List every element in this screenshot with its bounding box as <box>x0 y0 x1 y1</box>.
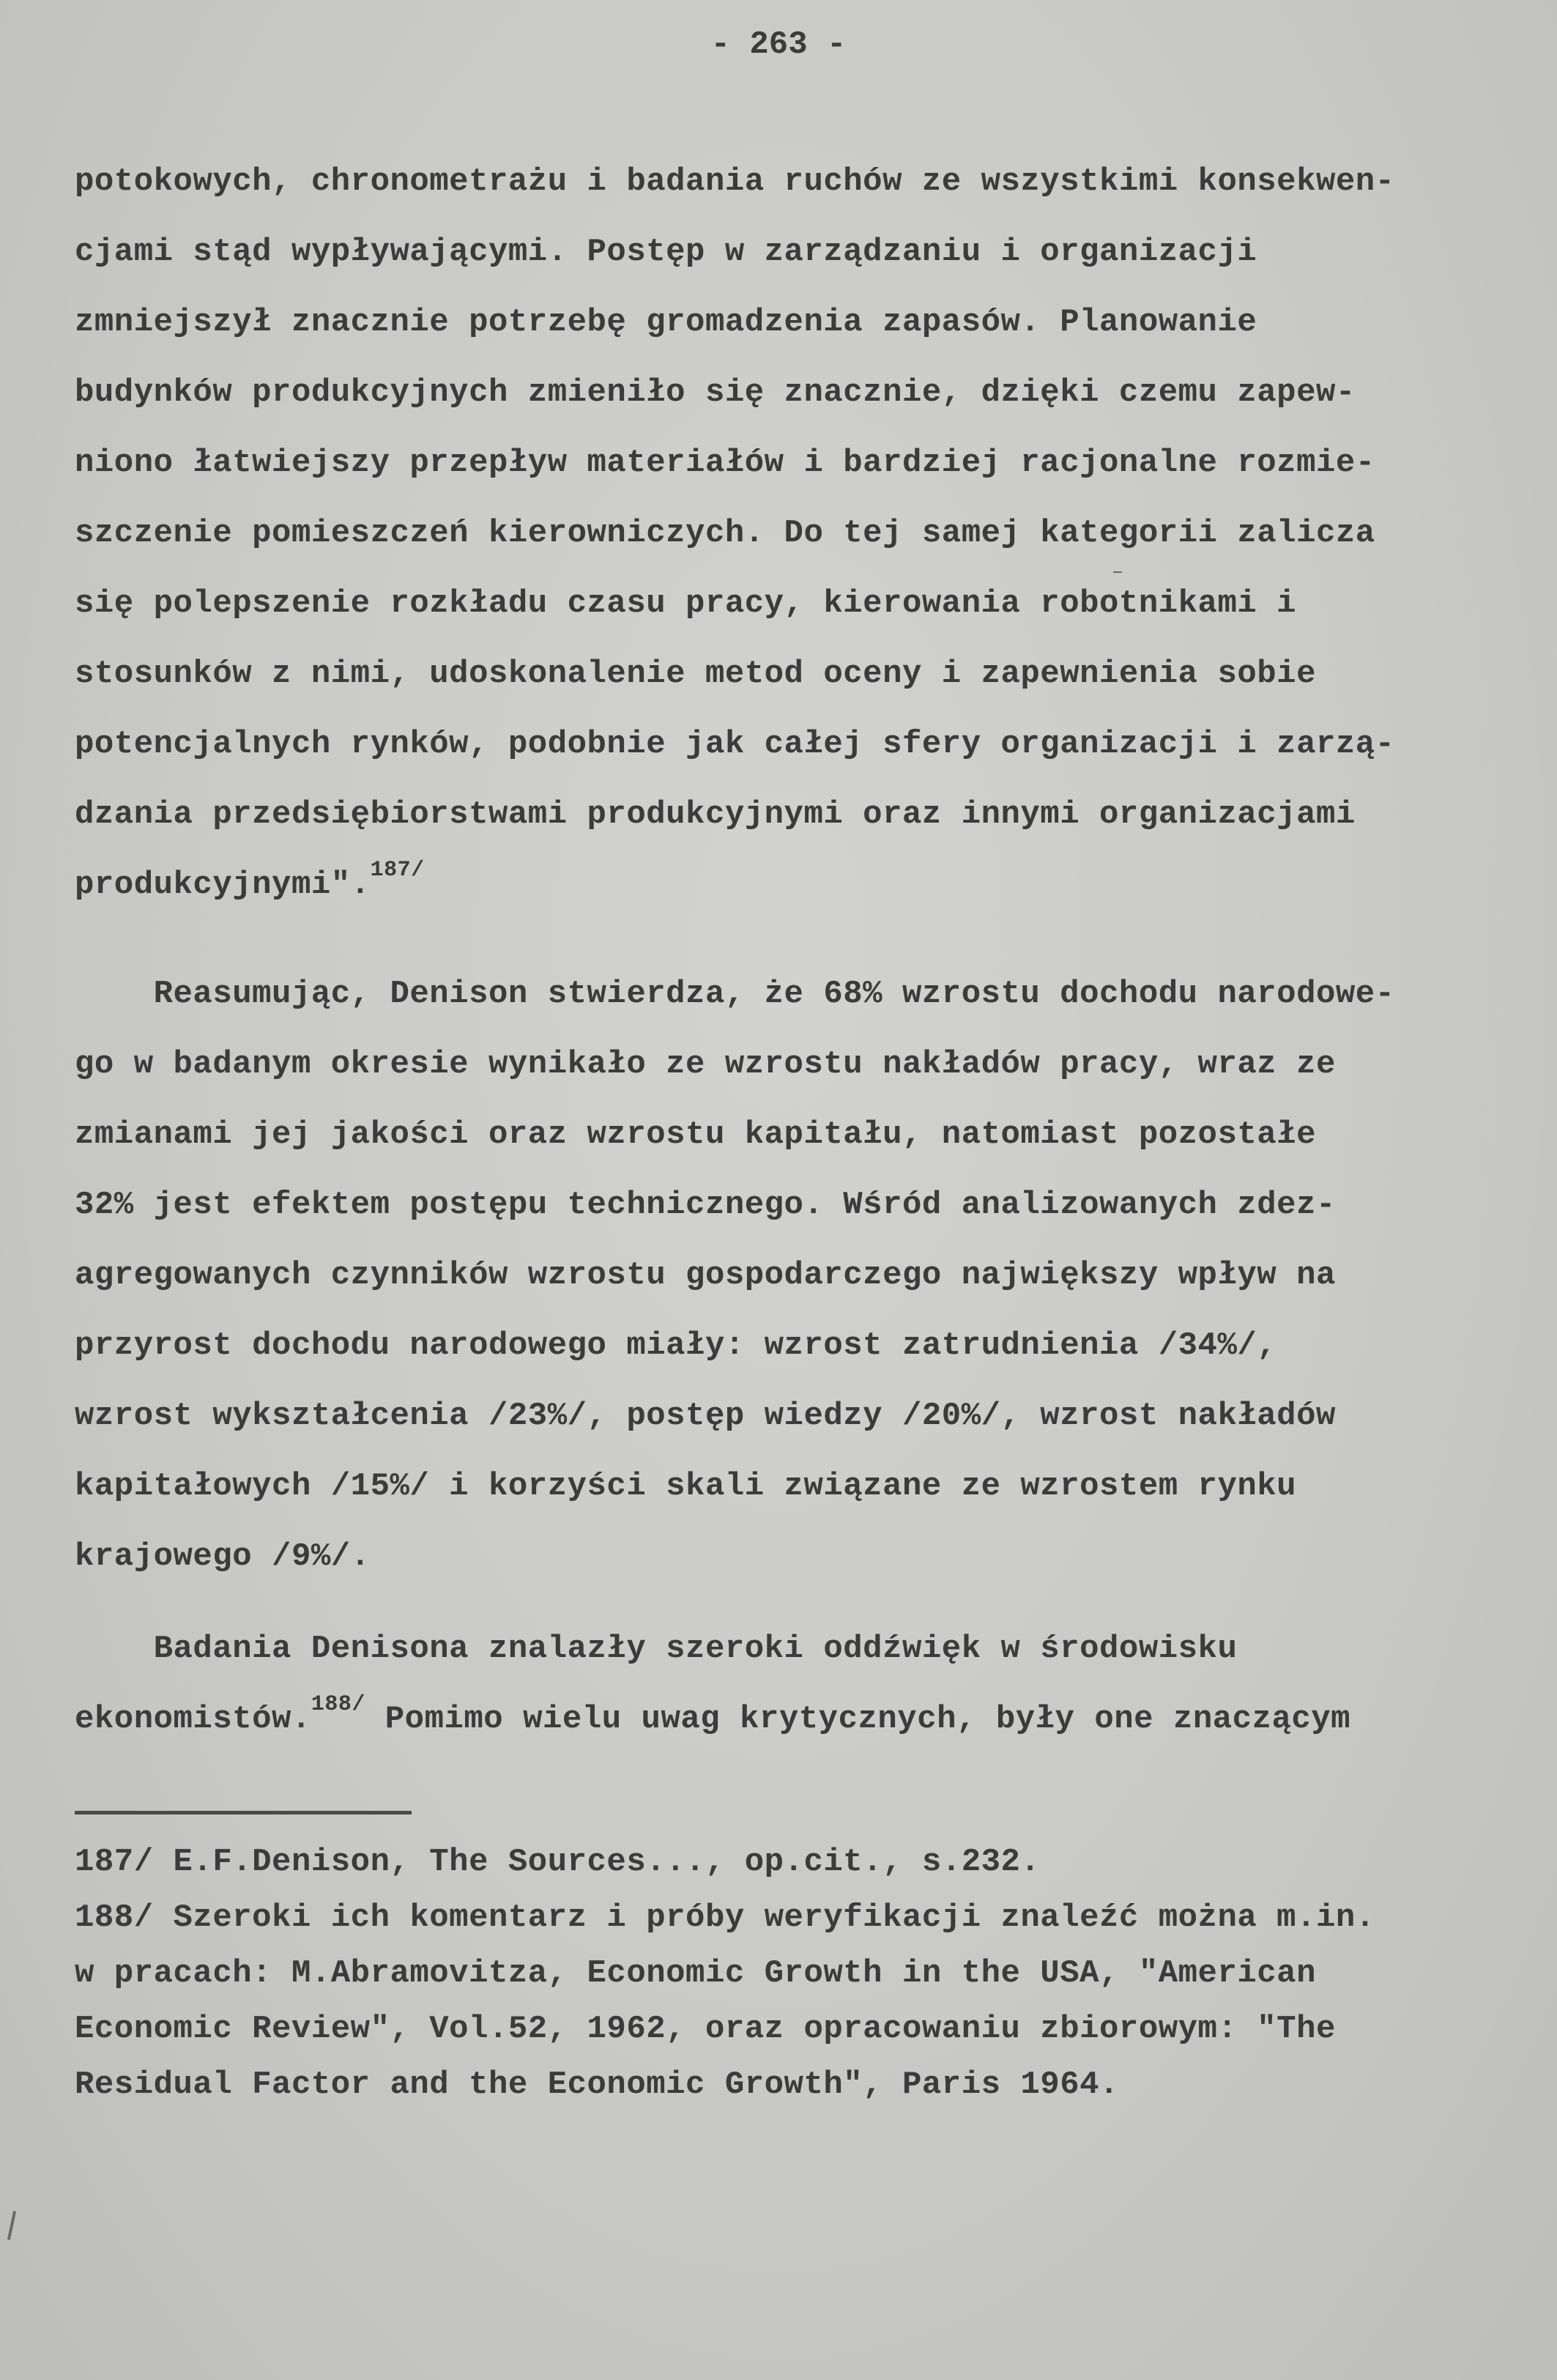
body-line-with-footnote <box>75 1692 1351 1738</box>
body-line: przyrost dochodu narodowego miały: wzrost zatrudnienia /34%/, <box>75 1327 1277 1364</box>
footnote-ref-187: 187/ <box>370 858 425 883</box>
body-line: agregowanych czynników wzrostu gospodarczego największy wpływ na <box>75 1257 1336 1294</box>
line-text: Pomimo wielu uwag krytycznych, były one znaczącym <box>365 1701 1351 1738</box>
body-line: stosunków z nimi, udoskonalenie metod oceny i zapewnienia sobie <box>75 656 1316 692</box>
footnote-line: w pracach: M.Abramovitza, Economic Growth in the USA, "American <box>75 1955 1316 1992</box>
footnote-line: 187/ E.F.Denison, The Sources..., op.cit., s.232. <box>75 1844 1041 1880</box>
footnote-ref-188: 188/ <box>311 1692 365 1717</box>
body-line: zmianami jej jakości oraz wzrostu kapitału, natomiast pozostałe <box>75 1116 1316 1153</box>
body-line: 32% jest efektem postępu technicznego. Wśród analizowanych zdez- <box>75 1187 1336 1223</box>
body-line: kapitałowych /15%/ i korzyści skali związane ze wzrostem rynku <box>75 1468 1297 1505</box>
line-text: ekonomistów. <box>75 1701 311 1738</box>
body-line: potokowych, chronometrażu i badania ruchów ze wszystkimi konsekwen- <box>75 163 1395 200</box>
body-line: zmniejszył znacznie potrzebę gromadzenia zapasów. Planowanie <box>75 304 1257 341</box>
scan-speck <box>1113 571 1122 573</box>
body-line: cjami stąd wypływającymi. Postęp w zarządzaniu i organizacji <box>75 234 1257 270</box>
body-line: krajowego /9%/. <box>75 1538 371 1575</box>
body-line: Reasumując, Denison stwierdza, że 68% wzrostu dochodu narodowe- <box>75 976 1395 1012</box>
body-line: go w badanym okresie wynikało ze wzrostu nakładów pracy, wraz ze <box>75 1046 1336 1083</box>
body-line: szczenie pomieszczeń kierowniczych. Do tej samej kategorii zalicza <box>75 515 1375 552</box>
footnote-separator <box>75 1811 412 1814</box>
body-line: Badania Denisona znalazły szeroki oddźwięk w środowisku <box>75 1631 1238 1667</box>
footnote-line: 188/ Szeroki ich komentarz i próby weryfikacji znaleźć można m.in. <box>75 1899 1375 1936</box>
body-line: wzrost wykształcenia /23%/, postęp wiedzy /20%/, wzrost nakładów <box>75 1398 1336 1434</box>
body-line: budynków produkcyjnych zmieniło się znacznie, dzięki czemu zapew- <box>75 374 1356 411</box>
body-line: się polepszenie rozkładu czasu pracy, kierowania robotnikami i <box>75 585 1297 622</box>
body-line-with-footnote <box>75 858 425 903</box>
line-text: produkcyjnymi". <box>75 867 371 903</box>
scan-speck <box>7 2211 16 2240</box>
body-line: niono łatwiejszy przepływ materiałów i bardziej racjonalne rozmie- <box>75 445 1375 481</box>
body-line: potencjalnych rynków, podobnie jak całej sfery organizacji i zarzą- <box>75 726 1395 763</box>
footnote-line: Economic Review", Vol.52, 1962, oraz opracowaniu zbiorowym: "The <box>75 2011 1336 2047</box>
body-line: dzania przedsiębiorstwami produkcyjnymi oraz innymi organizacjami <box>75 796 1356 833</box>
footnote-line: Residual Factor and the Economic Growth", Paris 1964. <box>75 2066 1119 2103</box>
page-number: - 263 - <box>710 26 847 63</box>
